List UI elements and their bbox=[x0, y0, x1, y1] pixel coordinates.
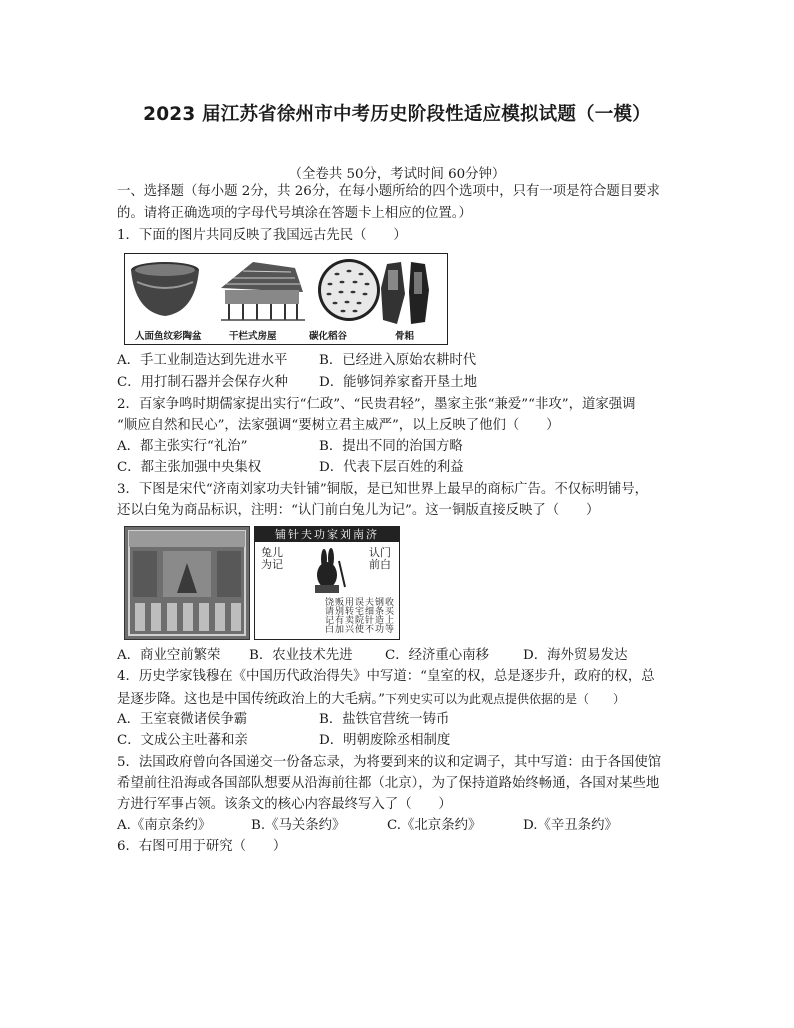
instructions-line-1: 一、选择题（每小题 2分，共 26分，在每小题所给的四个选项中，只有一项是符合题目要求 bbox=[117, 184, 660, 199]
q1-figure-label-4: 骨耜 bbox=[395, 331, 415, 342]
q5-option-b[interactable]: B.《马关条约》 bbox=[251, 818, 346, 833]
q2-option-a[interactable]: A．都主张实行“礼治” bbox=[117, 439, 248, 454]
q4-stem-line-2-main: 是逐步降。这也是中国传统政治上的大毛病。” bbox=[117, 692, 385, 707]
q5-stem-line-1: 5．法国政府曾向各国递交一份备忘录，为将要到来的议和定调子，其中写道：由于各国使馆 bbox=[117, 755, 662, 770]
instructions-line-2: 的。请将正确选项的字母代号填涂在答题卡上相应的位置。） bbox=[117, 206, 472, 221]
q4-option-a[interactable]: A．王室衰微诸侯争霸 bbox=[117, 712, 248, 727]
q2-options-row-1 bbox=[117, 438, 463, 456]
q1-option-c[interactable]: C．用打制石器并会保存火种 bbox=[117, 375, 288, 390]
q1-option-a[interactable]: A．手工业制造达到先进水平 bbox=[117, 353, 288, 368]
q1-options-row-2 bbox=[117, 374, 477, 392]
q3-rubbing-texture bbox=[125, 527, 249, 639]
q1-stem: 1．下面的图片共同反映了我国远古先民（ ） bbox=[117, 228, 407, 243]
q3-plate-header: 铺针夫功家刘南济 bbox=[255, 527, 399, 542]
q1-figure bbox=[124, 253, 448, 345]
q4-option-c[interactable]: C．文成公主吐蕃和亲 bbox=[117, 733, 248, 748]
exam-title: 2023 届江苏省徐州市中考历史阶段性适应模拟试题（一模） bbox=[143, 104, 651, 125]
q3-bronze-plate-transcription bbox=[254, 526, 400, 640]
q4-stem-line-2-small: 下列史实可以为此观点提供依据的是（ ） bbox=[384, 692, 625, 706]
q1-figure-images bbox=[125, 254, 447, 330]
q3-option-d[interactable]: D．海外贸易发达 bbox=[523, 648, 628, 663]
q2-stem-line-2: “顺应自然和民心”，法家强调“要树立君主威严”，以上反映了他们（ ） bbox=[117, 418, 560, 433]
carbonized-rice-image bbox=[318, 259, 380, 321]
q3-plate-left-text: 兔儿为记 bbox=[261, 546, 283, 571]
q2-stem-line-1: 2．百家争鸣时期儒家提出实行“仁政”、“民贵君轻”，墨家主张“兼爱”“非攻”，道家强调 bbox=[117, 397, 636, 412]
q4-stem-line-1: 4．历史学家钱穆在《中国历代政治得失》中写道：“皇室的权，总是逐步升，政府的权，总 bbox=[117, 669, 655, 684]
exam-subtitle: （全卷共 50分，考试时间 60分钟） bbox=[288, 167, 506, 182]
q4-option-b[interactable]: B．盐铁官营统一铸币 bbox=[319, 712, 450, 727]
q3-stem-line-1: 3．下图是宋代“济南刘家功夫针铺”铜版，是已知世界上最早的商标广告。不仅标明铺号， bbox=[117, 482, 649, 497]
q1-options-row-1 bbox=[117, 352, 476, 370]
q5-option-a[interactable]: A.《南京条约》 bbox=[117, 818, 212, 833]
bone-spade-image bbox=[381, 262, 429, 324]
q3-stem-line-2: 还以白兔为商品标识，注明：“认门前白兔儿为记”。这一铜版直接反映了（ ） bbox=[117, 503, 600, 518]
q2-option-c[interactable]: C．都主张加强中央集权 bbox=[117, 460, 262, 475]
q3-plate-right-text: 认门前白 bbox=[369, 546, 391, 571]
q4-options-row-2 bbox=[117, 732, 450, 750]
q4-stem-line-2 bbox=[117, 690, 625, 709]
q6-stem: 6．右图可用于研究（ ） bbox=[117, 839, 287, 854]
stilt-house-image bbox=[221, 262, 305, 320]
q1-option-d[interactable]: D．能够饲养家畜开垦土地 bbox=[319, 375, 478, 390]
q2-option-d[interactable]: D．代表下层百姓的利益 bbox=[319, 460, 464, 475]
q5-option-c[interactable]: C.《北京条约》 bbox=[387, 818, 482, 833]
q5-option-d[interactable]: D.《辛丑条约》 bbox=[523, 818, 618, 833]
q2-options-row-2 bbox=[117, 459, 464, 477]
q3-bronze-plate-rubbing bbox=[124, 526, 250, 640]
pottery-basin-image bbox=[131, 262, 199, 316]
q1-figure-label-1: 人面鱼纹彩陶盆 bbox=[135, 331, 202, 342]
q4-options-row-1 bbox=[117, 711, 449, 729]
q5-stem-line-3: 方进行军事占领。该条文的核心内容最终写入了（ ） bbox=[117, 797, 452, 812]
q3-option-c[interactable]: C．经济重心南移 bbox=[385, 648, 489, 663]
q3-option-b[interactable]: B．农业技术先进 bbox=[249, 648, 353, 663]
q1-figure-label-3: 碳化稻谷 bbox=[309, 331, 348, 342]
q2-option-b[interactable]: B．提出不同的治国方略 bbox=[319, 439, 463, 454]
q3-option-a[interactable]: A．商业空前繁荣 bbox=[117, 648, 221, 663]
q3-plate-bottom-text: 收买上等钢条造功夫细针不误宅院使用转卖兴贩别有加饶请记白 bbox=[323, 597, 393, 633]
q1-option-b[interactable]: B．已经进入原始农耕时代 bbox=[319, 353, 477, 368]
rabbit-pounding-medicine-icon bbox=[297, 547, 357, 595]
q1-figure-label-2: 干栏式房屋 bbox=[229, 331, 277, 342]
q3-options-row bbox=[117, 647, 627, 665]
q5-stem-line-2: 希望前往沿海或各国部队想要从沿海前往都（北京），为了保持道路始终畅通，各国对某些地 bbox=[117, 776, 660, 791]
q5-options-row bbox=[117, 817, 618, 835]
q4-option-d[interactable]: D．明朝废除丞相制度 bbox=[319, 733, 451, 748]
